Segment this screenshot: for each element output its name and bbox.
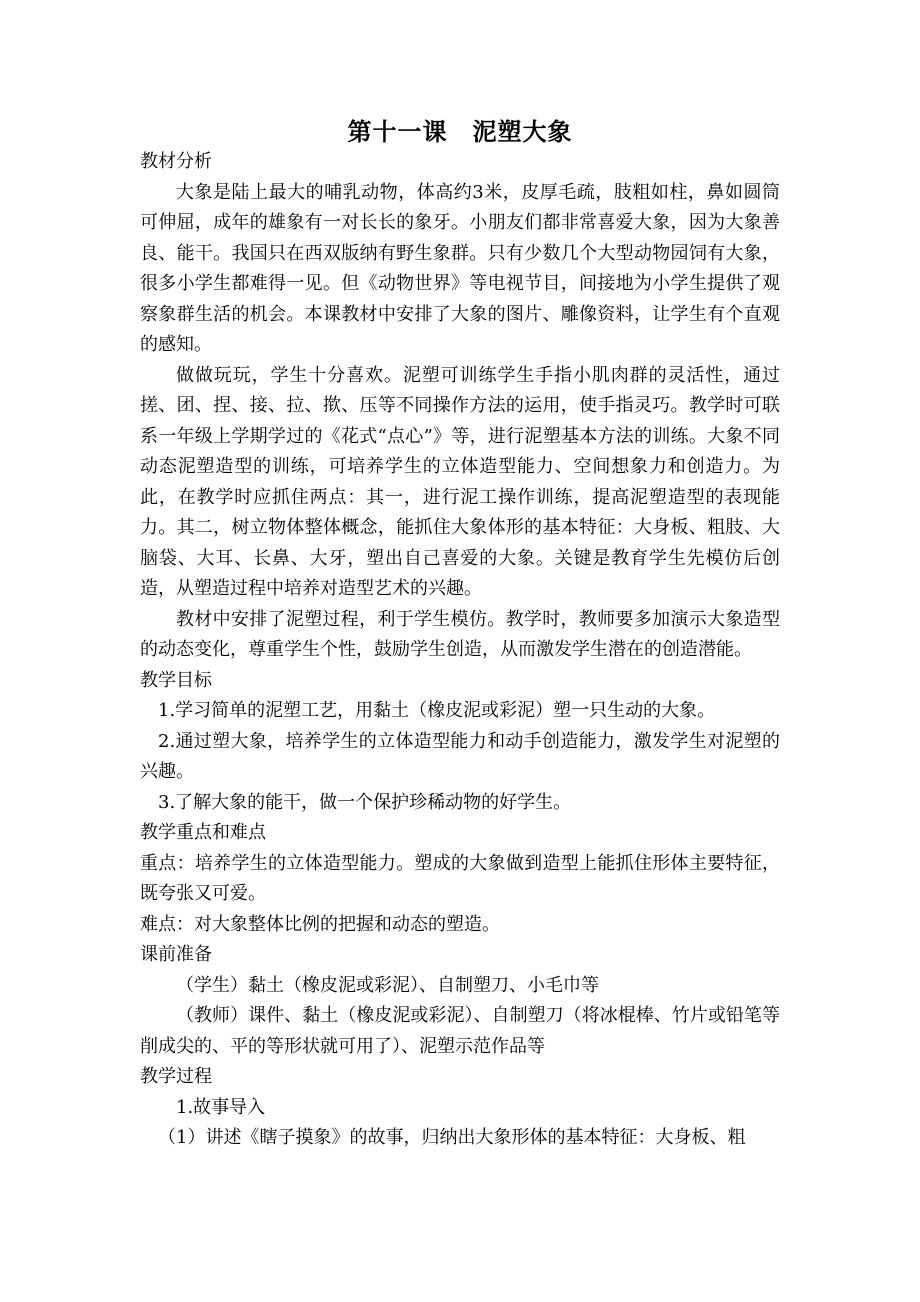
- process-step-1-1: （1）讲述《瞎子摸象》的故事，归纳出大象形体的基本特征：大身板、粗: [158, 1127, 746, 1148]
- section-heading-goals: 教学目标: [140, 669, 212, 691]
- section-heading-preparation: 课前准备: [140, 944, 212, 965]
- analysis-paragraph-1: 大象是陆上最大的哺乳动物，体高约3米，皮厚毛疏，肢粗如柱，鼻如圆筒可伸屈，成年的雄象有一对长长的象牙。小朋友们都非常喜爱大象，因为大象善良、能干。我国只在西双版纳有野生象群。只有少数几个大型动物园饲有大象，很多小学生都难得一见。但《动物世界》等电视节目，间接地为小学生提供了观察象群生活的机会。本课教材中安排了大象的图片、雕像资料，让学生有个直观的感知。: [140, 181, 780, 355]
- goal-item-2: 2.通过塑大象，培养学生的立体造型能力和动手创造能力，激发学生对泥塑的兴趣。: [140, 730, 780, 782]
- preparation-teacher: （教师）课件、黏土（橡皮泥或彩泥）、自制塑刀（将冰棍棒、竹片或铅笔等削成尖的、平的等形状就可用了）、泥塑示范作品等: [140, 1005, 780, 1057]
- goal-item-1: 1.学习简单的泥塑工艺，用黏土（橡皮泥或彩泥）塑一只生动的大象。: [158, 700, 716, 721]
- goal-item-3: 3.了解大象的能干，做一个保护珍稀动物的好学生。: [158, 791, 572, 813]
- process-step-1: 1.故事导入: [176, 1096, 266, 1118]
- analysis-paragraph-2: 做做玩玩，学生十分喜欢。泥塑可训练学生手指小肌肉群的灵活性，通过搓、团、捏、接、拉、揿、压等不同操作方法的运用，使手指灵巧。教学时可联系一年级上学期学过的《花式“点心”》等，进行泥塑基本方法的训练。大象不同动态泥塑造型的训练，可培养学生的立体造型能力、空间想象力和创造力。为此，在教学时应抓住两点：其一，进行泥工操作训练，提高泥塑造型的表现能力。其二，树立物体整体概念，能抓住大象体形的基本特征：大身板、粗肢、大脑袋、大耳、长鼻、大牙，塑出自己喜爱的大象。关键是教育学生先模仿后创造，从塑造过程中培养对造型艺术的兴趣。: [140, 364, 780, 599]
- document-title: 第十一课 泥塑大象: [347, 118, 573, 146]
- preparation-student: （学生）黏土（橡皮泥或彩泥）、自制塑刀、小毛巾等: [176, 974, 599, 996]
- analysis-paragraph-3: 教材中安排了泥塑过程，利于学生模仿。教学时，教师要多加演示大象造型的动态变化，尊重学生个性，鼓励学生创造，从而激发学生潜在的创造潜能。: [140, 608, 780, 660]
- document-body: [140, 147, 780, 1154]
- focus-key-point: 重点：培养学生的立体造型能力。塑成的大象做到造型上能抓住形体主要特征，既夸张又可爱。: [140, 852, 780, 904]
- focus-difficulty: 难点：对大象整体比例的把握和动态的塑造。: [140, 913, 500, 935]
- section-heading-analysis: 教材分析: [140, 151, 212, 172]
- section-heading-focus: 教学重点和难点: [140, 822, 266, 843]
- section-heading-process: 教学过程: [140, 1066, 212, 1087]
